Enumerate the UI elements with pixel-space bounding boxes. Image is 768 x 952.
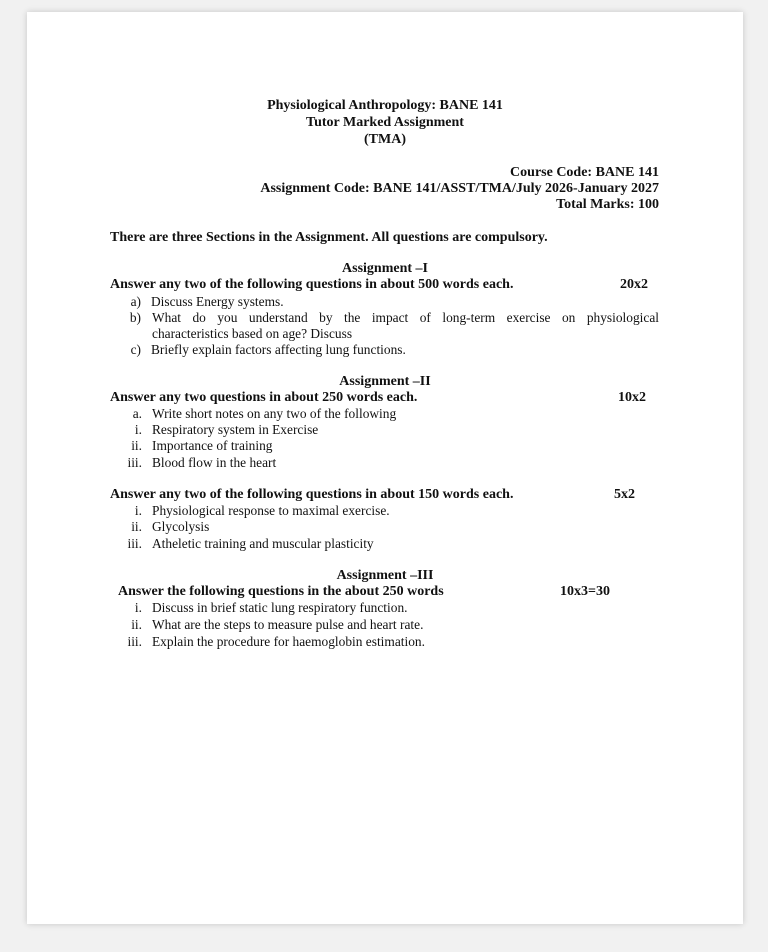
total-marks: Total Marks: 100 <box>556 197 659 212</box>
list-item-text: Atheletic training and muscular plasticity <box>152 536 374 551</box>
list-item-text: Explain the procedure for haemoglobin estimation. <box>152 634 425 649</box>
document-title: Physiological Anthropology: BANE 141 <box>267 98 503 113</box>
list-item <box>112 599 407 616</box>
list-item-text: What do you understand by the impact of long-term exercise on physiological <box>152 310 659 325</box>
list-item <box>112 518 209 535</box>
section-3-marks: 10x3=30 <box>560 584 610 599</box>
list-item-number: ii. <box>131 519 142 534</box>
list-item-text: Glycolysis <box>152 519 210 534</box>
list-item <box>112 421 318 438</box>
list-item <box>117 293 284 310</box>
list-item-text: What are the steps to measure pulse and heart rate. <box>152 617 424 632</box>
list-item-text: Physiological response to maximal exercise. <box>152 503 390 518</box>
list-item <box>112 502 390 519</box>
section-1-marks: 20x2 <box>620 277 648 292</box>
list-item-text: Write short notes on any two of the following <box>152 406 397 421</box>
section-1-heading: Assignment –I <box>342 261 428 276</box>
list-item-number: c) <box>130 342 141 357</box>
list-item <box>112 454 276 471</box>
list-item-number: iii. <box>127 455 142 470</box>
list-item-text: Blood flow in the heart <box>152 455 277 470</box>
assignment-code: Assignment Code: BANE 141/ASST/TMA/July 2026-January 2027 <box>260 181 659 196</box>
list-item-number: ii. <box>131 617 142 632</box>
list-item-number: a) <box>130 294 141 309</box>
list-item <box>117 309 151 326</box>
section-1-instruction: Answer any two of the following questions in about 500 words each. <box>110 277 514 292</box>
course-code: Course Code: BANE 141 <box>510 165 659 180</box>
list-item <box>112 437 272 454</box>
list-item-number: i. <box>134 503 142 518</box>
list-item-text: Discuss Energy systems. <box>151 294 284 309</box>
section-2-heading: Assignment –II <box>339 374 431 389</box>
list-item-text: Briefly explain factors affecting lung functions. <box>151 342 406 357</box>
section-3-heading: Assignment –III <box>336 568 434 583</box>
list-item-number: iii. <box>127 536 142 551</box>
list-item-number: b) <box>129 310 141 325</box>
document-tag: (TMA) <box>364 132 406 147</box>
list-item-number: a. <box>132 406 142 421</box>
list-item <box>112 633 425 650</box>
list-item-number: ii. <box>131 438 142 453</box>
section-2b-instruction: Answer any two of the following questions in about 150 words each. <box>110 487 514 502</box>
list-item <box>112 405 396 422</box>
document-page <box>27 12 743 924</box>
list-item-text-continued: characteristics based on age? Discuss <box>152 326 353 341</box>
list-item-number: iii. <box>127 634 142 649</box>
list-item-text: Importance of training <box>152 438 273 453</box>
section-3-instruction: Answer the following questions in the about 250 words <box>118 584 444 599</box>
list-item <box>112 535 374 552</box>
list-item-text: Discuss in brief static lung respiratory function. <box>152 600 408 615</box>
section-2b-marks: 5x2 <box>614 487 635 502</box>
list-item <box>112 616 423 633</box>
general-instructions: There are three Sections in the Assignment. All questions are compulsory. <box>110 230 548 245</box>
list-item <box>117 341 406 358</box>
list-item-number: i. <box>134 600 142 615</box>
list-item-number: i. <box>134 422 142 437</box>
document-subtitle: Tutor Marked Assignment <box>306 115 464 130</box>
list-item-text: Respiratory system in Exercise <box>152 422 319 437</box>
section-2-instruction: Answer any two questions in about 250 words each. <box>110 390 418 405</box>
section-2-marks: 10x2 <box>618 390 646 405</box>
